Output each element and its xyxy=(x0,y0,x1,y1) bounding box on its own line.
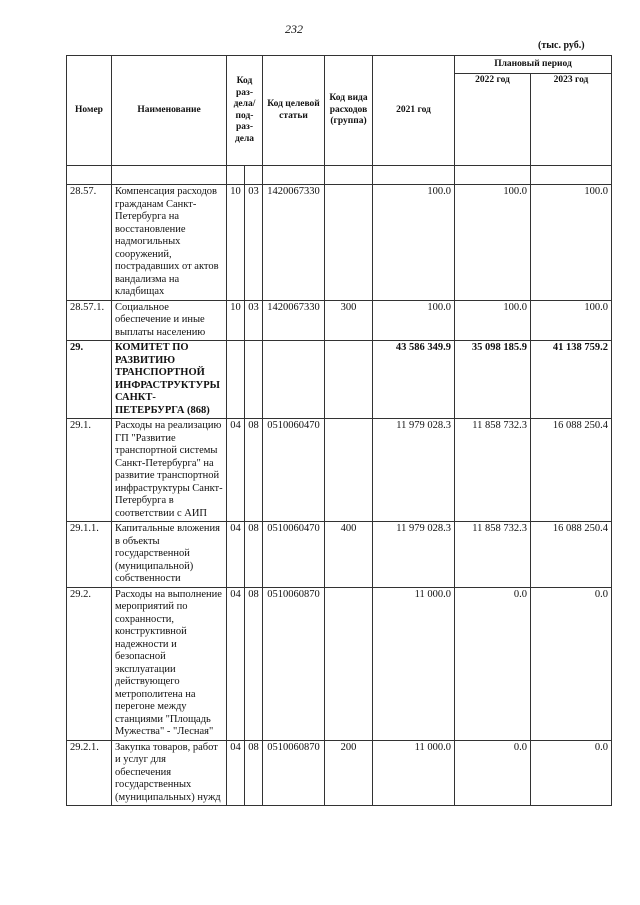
units-label: (тыс. руб.) xyxy=(538,40,585,51)
row-subsection-cell: 08 xyxy=(245,522,263,588)
row-value-2022-cell: 0.0 xyxy=(455,740,531,806)
row-value-2021-cell: 100.0 xyxy=(373,300,455,341)
row-subsection-cell: 08 xyxy=(245,419,263,522)
header-planned-period: Плановый период xyxy=(455,56,612,74)
row-name-cell: Капитальные вложения в объекты государственной (муниципальной) собственности xyxy=(112,522,227,588)
row-value-2022-cell: 11 858 732.3 xyxy=(455,419,531,522)
row-name-cell: Социальное обеспечение и иные выплаты населению xyxy=(112,300,227,341)
header-spacer xyxy=(67,166,612,185)
row-value-2023-cell: 41 138 759.2 xyxy=(531,341,612,419)
row-expense-type-cell xyxy=(325,587,373,740)
row-value-2021-cell: 11 979 028.3 xyxy=(373,419,455,522)
table-row xyxy=(67,419,612,522)
row-name-cell: Расходы на реализацию ГП "Развитие транспортной системы Санкт-Петербурга" на развитие транспортной инфраструктуры Санкт-Петербурга в соответствии с АИП xyxy=(112,419,227,522)
table-row xyxy=(67,185,612,301)
header-target: Код целевой статьи xyxy=(263,56,325,166)
row-expense-type-cell: 300 xyxy=(325,300,373,341)
header-number: Номер xyxy=(67,56,112,166)
row-subsection-cell: 03 xyxy=(245,185,263,301)
row-target-cell: 0510060870 xyxy=(263,740,325,806)
table-row xyxy=(67,522,612,588)
row-value-2022-cell: 0.0 xyxy=(455,587,531,740)
header-section: Код раз-дела/ под-раз-дела xyxy=(227,56,263,166)
row-section-cell: 04 xyxy=(227,522,245,588)
table-row xyxy=(67,740,612,806)
row-section-cell: 04 xyxy=(227,587,245,740)
row-value-2023-cell: 100.0 xyxy=(531,300,612,341)
row-name-cell: КОМИТЕТ ПО РАЗВИТИЮ ТРАНСПОРТНОЙ ИНФРАСТРУКТУРЫ САНКТ-ПЕТЕРБУРГА (868) xyxy=(112,341,227,419)
row-number-cell: 29.1.1. xyxy=(67,522,112,588)
row-value-2021-cell: 11 979 028.3 xyxy=(373,522,455,588)
row-value-2021-cell: 11 000.0 xyxy=(373,587,455,740)
row-target-cell xyxy=(263,341,325,419)
row-number-cell: 29.1. xyxy=(67,419,112,522)
row-target-cell: 0510060470 xyxy=(263,419,325,522)
row-value-2022-cell: 100.0 xyxy=(455,185,531,301)
row-target-cell: 1420067330 xyxy=(263,300,325,341)
row-expense-type-cell: 200 xyxy=(325,740,373,806)
row-value-2023-cell: 0.0 xyxy=(531,740,612,806)
row-number-cell: 28.57. xyxy=(67,185,112,301)
row-section-cell: 04 xyxy=(227,419,245,522)
row-name-cell: Компенсация расходов гражданам Санкт-Петербурга на восстановление надмогильных сооружений, пострадавших от актов вандализма на кладбищах xyxy=(112,185,227,301)
header-name: Наименование xyxy=(112,56,227,166)
row-section-cell xyxy=(227,341,245,419)
row-target-cell: 0510060870 xyxy=(263,587,325,740)
table-row xyxy=(67,341,612,419)
table-body xyxy=(67,185,612,806)
budget-table xyxy=(66,55,612,806)
row-number-cell: 29. xyxy=(67,341,112,419)
row-section-cell: 10 xyxy=(227,185,245,301)
row-value-2021-cell: 43 586 349.9 xyxy=(373,341,455,419)
row-target-cell: 0510060470 xyxy=(263,522,325,588)
row-value-2022-cell: 100.0 xyxy=(455,300,531,341)
table-header xyxy=(67,56,612,185)
row-value-2022-cell: 11 858 732.3 xyxy=(455,522,531,588)
row-name-cell: Расходы на выполнение мероприятий по сохранности, конструктивной надежности и безопасной эксплуатации действующего метрополитена на перегоне между станциями "Площадь Мужества" - "Лесная" xyxy=(112,587,227,740)
row-section-cell: 04 xyxy=(227,740,245,806)
row-value-2023-cell: 100.0 xyxy=(531,185,612,301)
row-subsection-cell xyxy=(245,341,263,419)
header-expense-type: Код вида расходов (группа) xyxy=(325,56,373,166)
row-number-cell: 28.57.1. xyxy=(67,300,112,341)
row-expense-type-cell xyxy=(325,341,373,419)
row-value-2022-cell: 35 098 185.9 xyxy=(455,341,531,419)
row-value-2023-cell: 16 088 250.4 xyxy=(531,522,612,588)
row-value-2021-cell: 100.0 xyxy=(373,185,455,301)
row-number-cell: 29.2.1. xyxy=(67,740,112,806)
row-number-cell: 29.2. xyxy=(67,587,112,740)
table-row xyxy=(67,587,612,740)
row-expense-type-cell xyxy=(325,419,373,522)
row-value-2021-cell: 11 000.0 xyxy=(373,740,455,806)
header-2022: 2022 год xyxy=(455,74,531,166)
table-row xyxy=(67,300,612,341)
row-expense-type-cell: 400 xyxy=(325,522,373,588)
page-number: 232 xyxy=(285,22,303,36)
row-subsection-cell: 08 xyxy=(245,587,263,740)
header-2021: 2021 год xyxy=(373,56,455,166)
row-target-cell: 1420067330 xyxy=(263,185,325,301)
row-subsection-cell: 08 xyxy=(245,740,263,806)
row-value-2023-cell: 16 088 250.4 xyxy=(531,419,612,522)
row-section-cell: 10 xyxy=(227,300,245,341)
row-subsection-cell: 03 xyxy=(245,300,263,341)
row-name-cell: Закупка товаров, работ и услуг для обеспечения государственных (муниципальных) нужд xyxy=(112,740,227,806)
row-expense-type-cell xyxy=(325,185,373,301)
row-value-2023-cell: 0.0 xyxy=(531,587,612,740)
header-2023: 2023 год xyxy=(531,74,612,166)
